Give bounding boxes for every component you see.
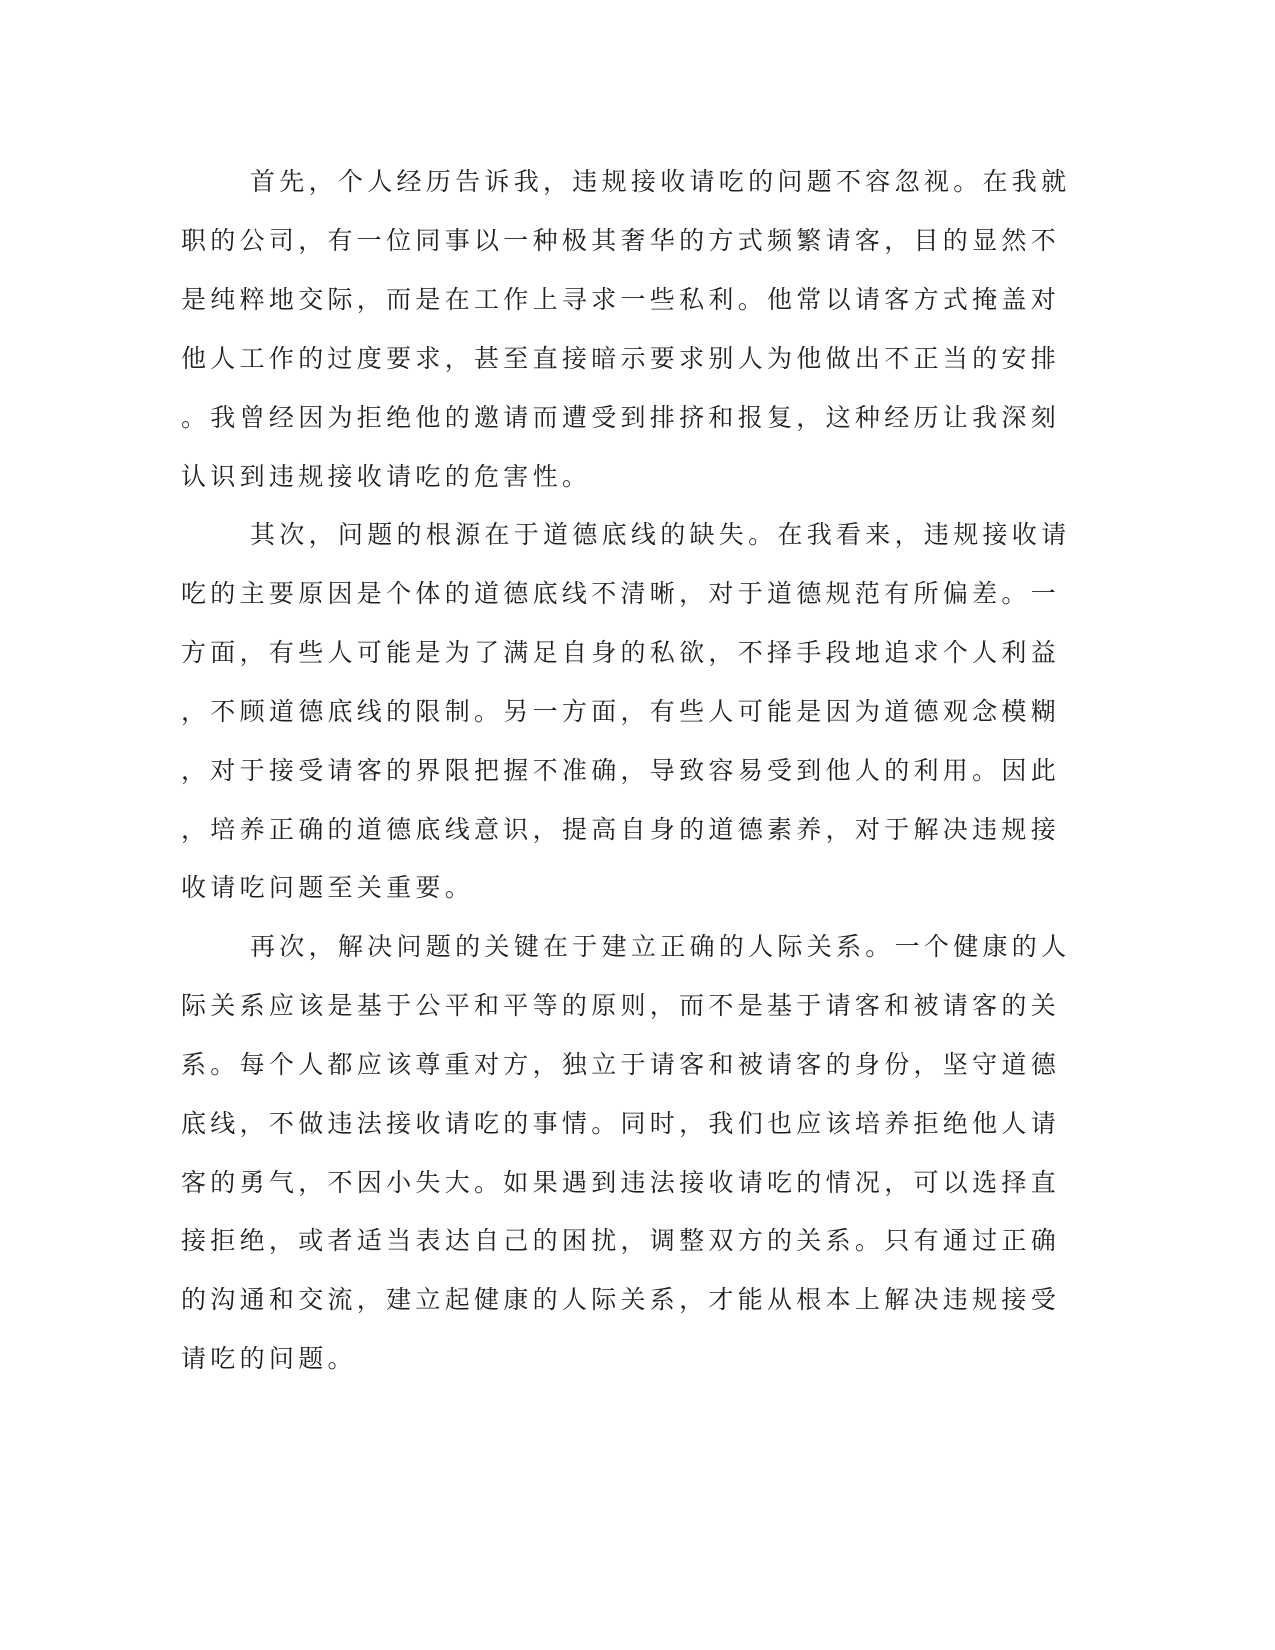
paragraph-line: 系。每个人都应该尊重对方，独立于请客和被请客的身份，坚守道德 [181,1050,1061,1079]
paragraph-line: 认识到违规接收请吃的危害性。 [181,462,592,491]
paragraph-line: 际关系应该是基于公平和平等的原则，而不是基于请客和被请客的关 [181,991,1061,1020]
paragraph-line: 的沟通和交流，建立起健康的人际关系，才能从根本上解决违规接受 [181,1285,1061,1314]
paragraph-line: 底线，不做违法接收请吃的事情。同时，我们也应该培养拒绝他人请 [181,1109,1061,1138]
paragraph-line: ，对于接受请客的界限把握不准确，导致容易受到他人的利用。因此 [181,756,1061,785]
paragraph-line: 再次，解决问题的关键在于建立正确的人际关系。一个健康的人 [250,932,1071,961]
paragraph-line: 请吃的问题。 [181,1344,357,1373]
paragraph-line: 职的公司，有一位同事以一种极其奢华的方式频繁请客，目的显然不 [181,226,1061,255]
paragraph-line: 首先，个人经历告诉我，违规接收请吃的问题不容忽视。在我就 [250,167,1071,196]
paragraph-line: 吃的主要原因是个体的道德底线不清晰，对于道德规范有所偏差。一 [181,579,1061,608]
paragraph-line: 其次，问题的根源在于道德底线的缺失。在我看来，违规接收请 [250,520,1071,549]
paragraph-line: ，不顾道德底线的限制。另一方面，有些人可能是因为道德观念模糊 [181,697,1061,726]
paragraph-line: 他人工作的过度要求，甚至直接暗示要求别人为他做出不正当的安排 [181,344,1061,373]
paragraph-line: 客的勇气，不因小失大。如果遇到违法接收请吃的情况，可以选择直 [181,1168,1061,1197]
paragraph-line: ，培养正确的道德底线意识，提高自身的道德素养，对于解决违规接 [181,815,1061,844]
paragraph-line: 是纯粹地交际，而是在工作上寻求一些私利。他常以请客方式掩盖对 [181,285,1061,314]
paragraph-line: 方面，有些人可能是为了满足自身的私欲，不择手段地追求个人利益 [181,638,1061,667]
paragraph-line: 。我曾经因为拒绝他的邀请而遭受到排挤和报复，这种经历让我深刻 [181,403,1061,432]
paragraph-line: 接拒绝，或者适当表达自己的困扰，调整双方的关系。只有通过正确 [181,1226,1061,1255]
paragraph-line: 收请吃问题至关重要。 [181,873,475,902]
